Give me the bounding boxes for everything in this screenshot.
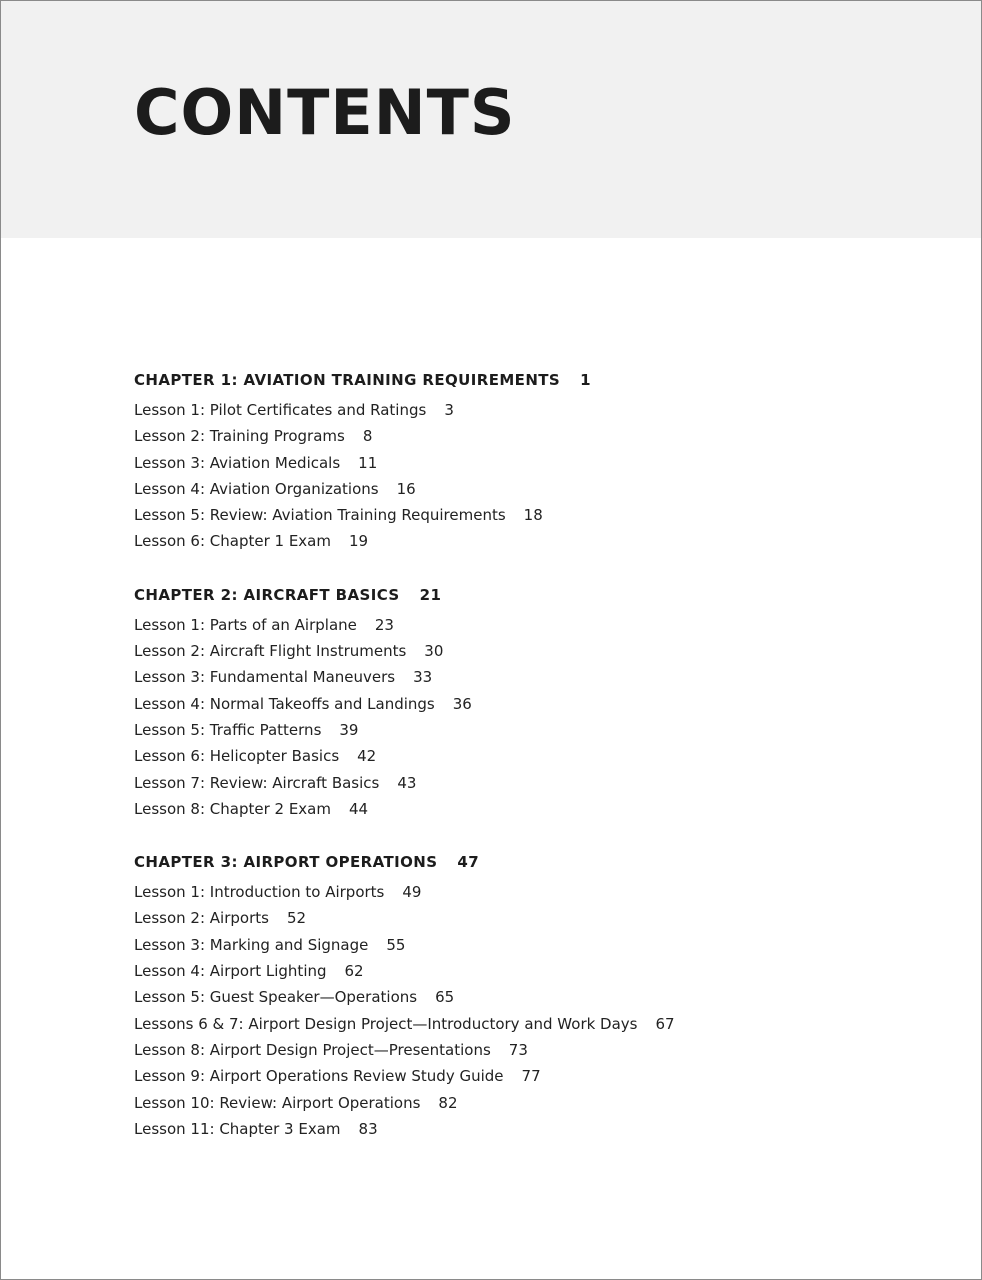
lesson-entry[interactable] (134, 502, 914, 528)
chapter-1 (134, 367, 914, 555)
chapter-title: CHAPTER 1: AVIATION TRAINING REQUIREMENTS (134, 371, 561, 389)
lesson-page-number: 44 (348, 799, 369, 818)
lesson-title: Lesson 10: Review: Airport Operations (134, 1093, 421, 1112)
lesson-title: Lesson 4: Airport Lighting (134, 962, 327, 981)
chapter-heading[interactable] (134, 582, 914, 608)
table-of-contents (134, 367, 914, 1169)
lesson-entry[interactable] (134, 638, 914, 664)
lesson-page-number: 73 (508, 1040, 528, 1059)
lesson-title: Lesson 1: Introduction to Airports (134, 883, 385, 902)
lesson-title: Lesson 3: Marking and Signage (134, 935, 369, 954)
lesson-entry[interactable] (134, 796, 914, 822)
lesson-page-number: 82 (438, 1093, 458, 1112)
lesson-entry[interactable] (134, 612, 914, 638)
lesson-entry[interactable] (134, 743, 914, 769)
lesson-title: Lesson 5: Review: Aviation Training Requirements (134, 506, 506, 525)
lesson-page-number: 62 (344, 962, 364, 981)
lesson-entry[interactable] (134, 932, 914, 958)
lesson-page-number: 8 (362, 427, 373, 446)
lesson-page-number: 30 (424, 642, 444, 661)
lesson-title: Lesson 7: Review: Aircraft Basics (134, 773, 380, 792)
lesson-entry[interactable] (134, 476, 914, 502)
lesson-page-number: 33 (413, 668, 433, 687)
lesson-page-number: 52 (286, 909, 307, 928)
lesson-page-number: 77 (521, 1067, 541, 1086)
lesson-title: Lesson 9: Airport Operations Review Study Guide (134, 1067, 504, 1086)
lesson-title: Lesson 5: Traffic Patterns (134, 720, 322, 739)
lesson-entry[interactable] (134, 423, 914, 449)
lesson-title: Lesson 4: Aviation Organizations (134, 479, 379, 498)
lesson-page-number: 65 (435, 988, 455, 1007)
lesson-title: Lesson 1: Parts of an Airplane (134, 615, 357, 634)
lesson-page-number: 11 (358, 453, 378, 472)
lesson-page-number: 36 (452, 694, 472, 713)
lesson-page-number: 55 (386, 935, 406, 954)
chapter-page-number: 1 (580, 371, 591, 389)
lesson-title: Lesson 5: Guest Speaker—Operations (134, 988, 418, 1007)
chapter-title: CHAPTER 2: AIRCRAFT BASICS (134, 585, 400, 604)
chapter-page-number: 21 (419, 585, 442, 604)
lesson-page-number: 43 (397, 773, 417, 792)
lesson-page-number: 23 (374, 615, 394, 634)
lesson-title: Lesson 6: Chapter 1 Exam (134, 532, 331, 551)
lesson-entry[interactable] (134, 1011, 914, 1037)
page-title: CONTENTS (134, 76, 516, 149)
lesson-title: Lessons 6 & 7: Airport Design Project—Introductory and Work Days (134, 1014, 638, 1033)
chapter-3 (134, 849, 914, 1142)
lesson-entry[interactable] (134, 1116, 914, 1142)
lesson-entry[interactable] (134, 770, 914, 796)
lesson-entry[interactable] (134, 397, 914, 423)
lesson-title: Lesson 11: Chapter 3 Exam (134, 1119, 341, 1138)
lesson-title: Lesson 2: Training Programs (134, 427, 345, 446)
lesson-entry[interactable] (134, 691, 914, 717)
lesson-title: Lesson 6: Helicopter Basics (134, 747, 340, 766)
lesson-page-number: 3 (444, 401, 454, 419)
lesson-page-number: 16 (396, 479, 416, 498)
lesson-title: Lesson 8: Chapter 2 Exam (134, 799, 331, 818)
lesson-page-number: 39 (339, 720, 359, 739)
lesson-page-number: 42 (357, 747, 377, 766)
lesson-entry[interactable] (134, 905, 914, 931)
lesson-entry[interactable] (134, 879, 914, 905)
lesson-page-number: 19 (348, 532, 369, 551)
lesson-entry[interactable] (134, 984, 914, 1010)
lesson-page-number: 49 (402, 883, 422, 902)
chapter-heading[interactable] (134, 849, 914, 875)
lesson-entry[interactable] (134, 528, 914, 554)
chapter-2 (134, 582, 914, 822)
lesson-title: Lesson 2: Aircraft Flight Instruments (134, 642, 407, 661)
chapter-heading[interactable] (134, 367, 914, 393)
lesson-entry[interactable] (134, 450, 914, 476)
lesson-title: Lesson 1: Pilot Certificates and Ratings (134, 401, 427, 419)
lesson-title: Lesson 3: Fundamental Maneuvers (134, 668, 396, 687)
lesson-entry[interactable] (134, 1037, 914, 1063)
lesson-title: Lesson 8: Airport Design Project—Presentations (134, 1040, 491, 1059)
lesson-entry[interactable] (134, 1090, 914, 1116)
lesson-entry[interactable] (134, 664, 914, 690)
chapter-page-number: 47 (457, 853, 480, 872)
lesson-title: Lesson 2: Airports (134, 909, 269, 928)
lesson-page-number: 83 (358, 1119, 378, 1138)
lesson-title: Lesson 4: Normal Takeoffs and Landings (134, 694, 435, 713)
lesson-page-number: 18 (523, 506, 543, 525)
lesson-entry[interactable] (134, 717, 914, 743)
lesson-title: Lesson 3: Aviation Medicals (134, 453, 341, 472)
lesson-entry[interactable] (134, 1063, 914, 1089)
lesson-entry[interactable] (134, 958, 914, 984)
lesson-page-number: 67 (655, 1014, 675, 1033)
chapter-title: CHAPTER 3: AIRPORT OPERATIONS (134, 853, 438, 872)
